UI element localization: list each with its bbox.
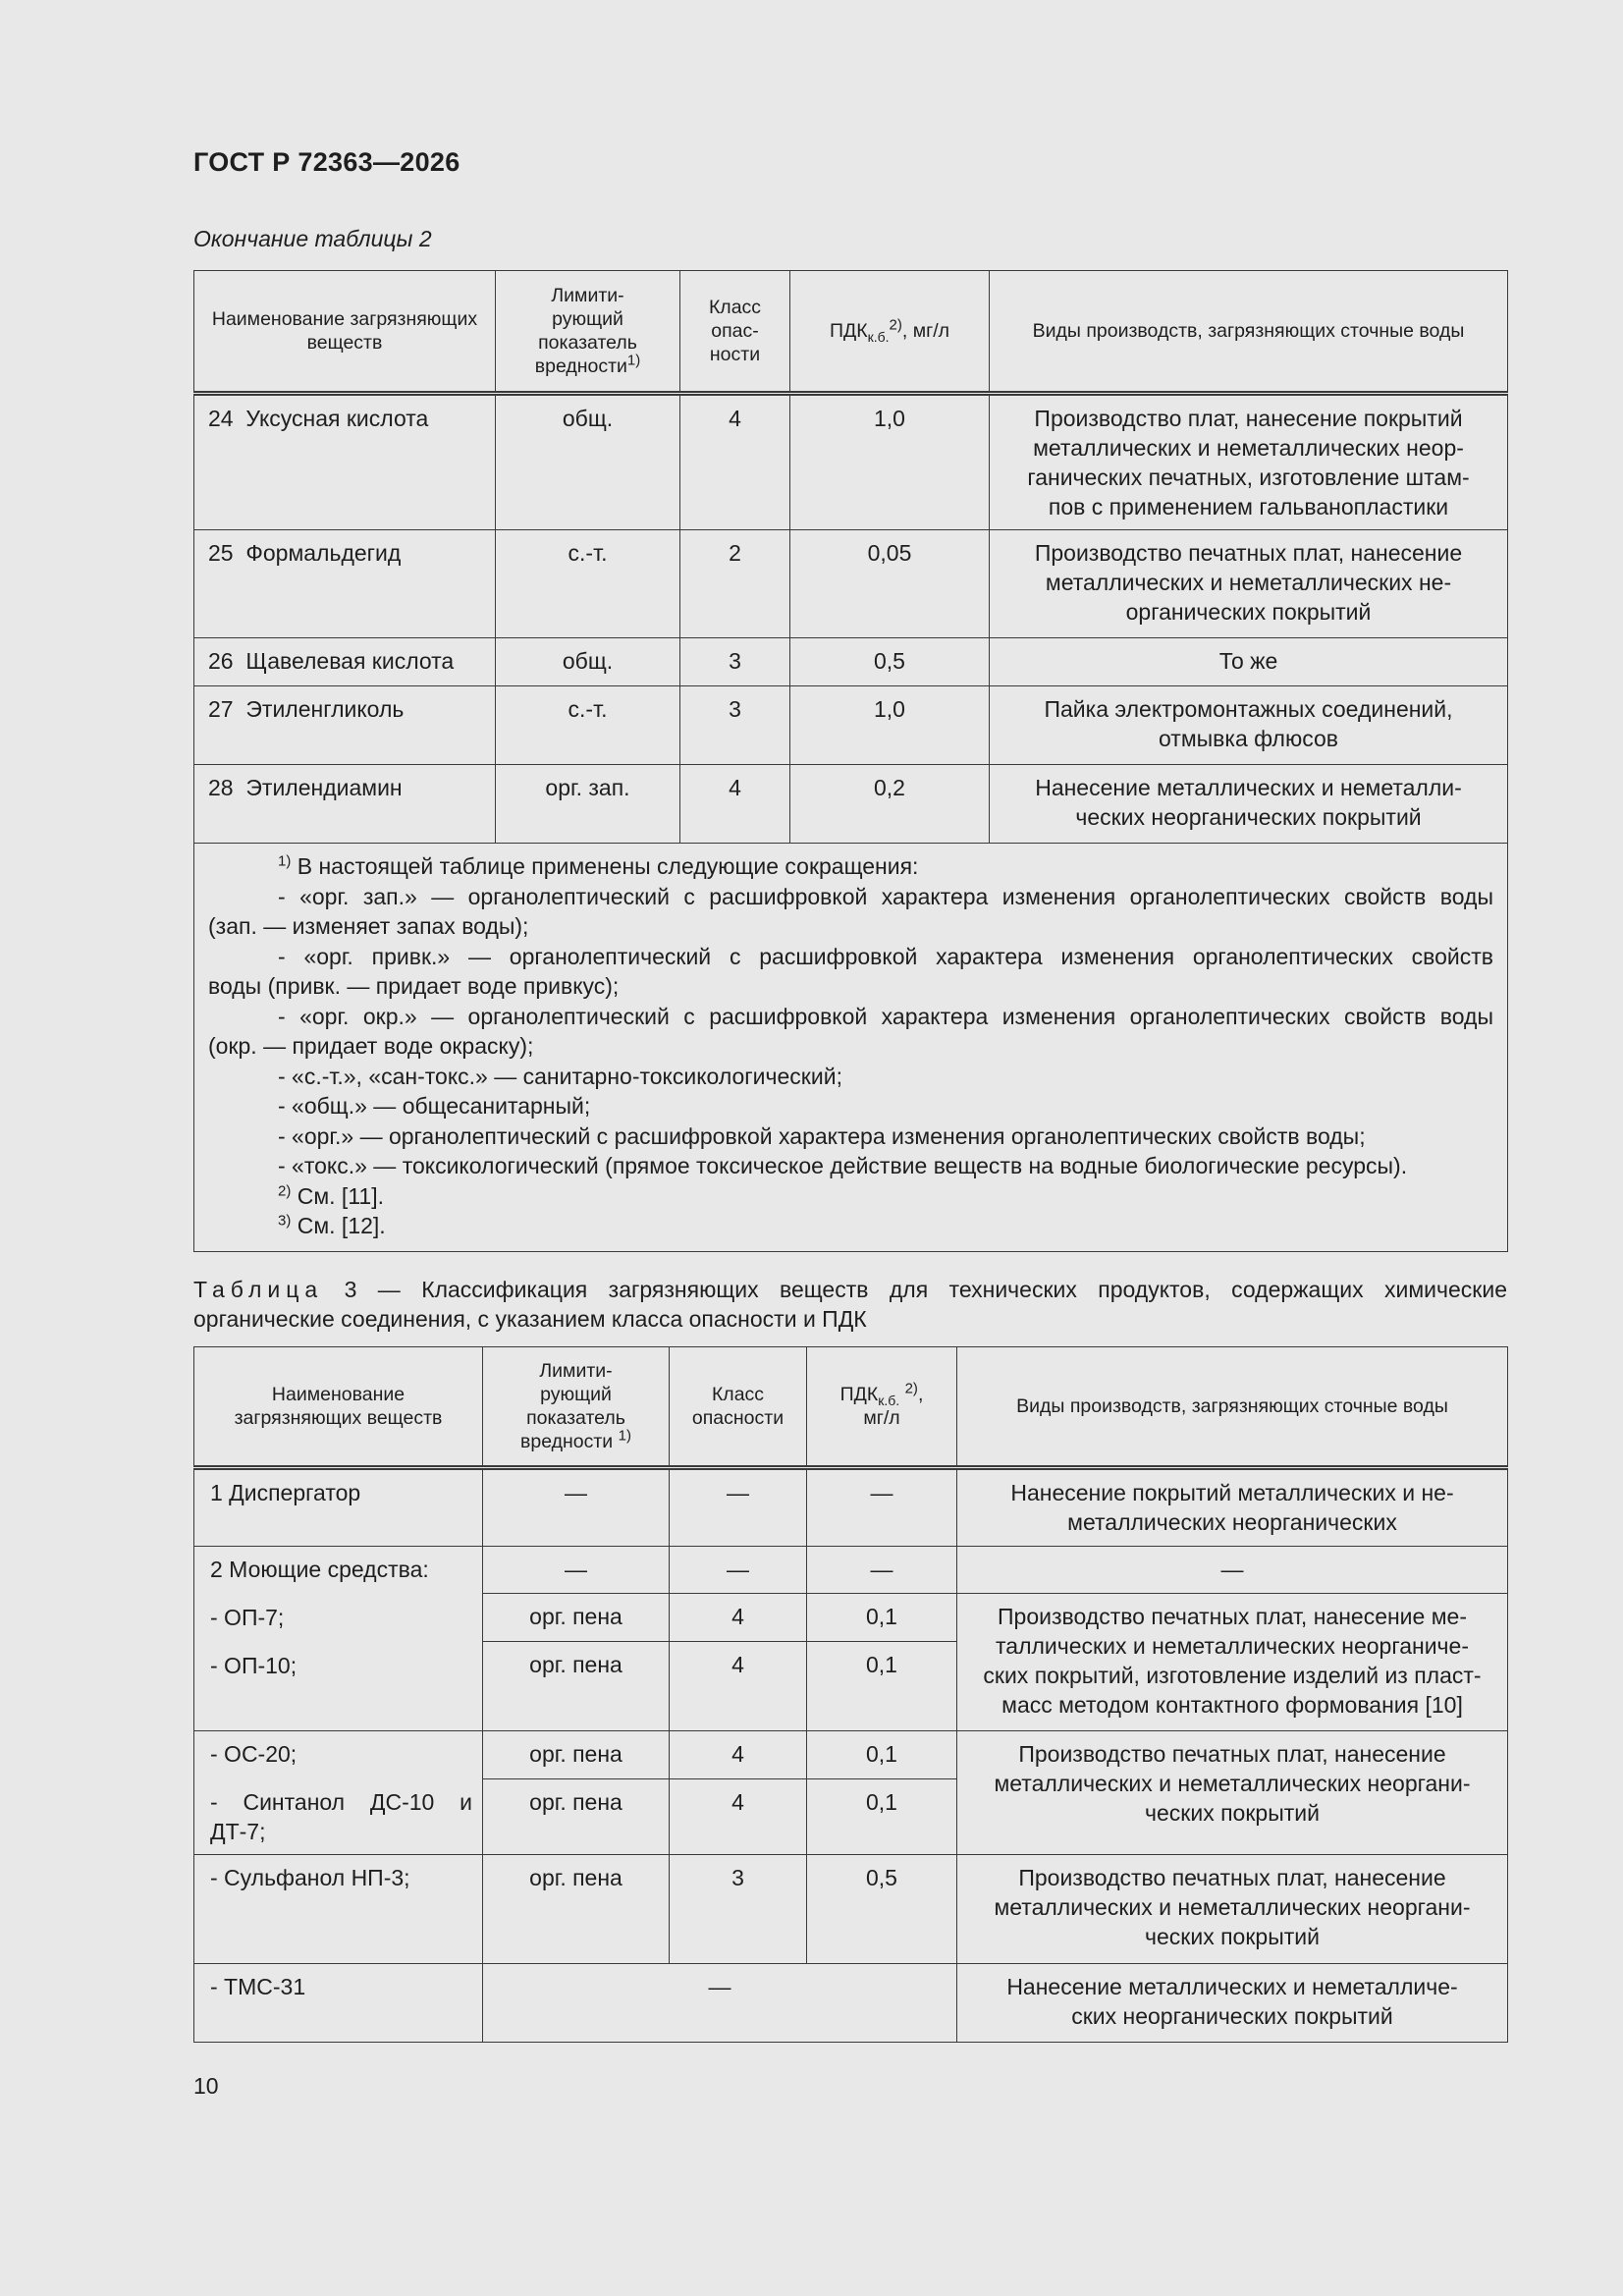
industries: Производство печатных плат, нанесение металлических и неметаллических неоргани- ческих покрытий — [957, 1855, 1508, 1964]
substance-name: 26 Щавелевая кислота — [194, 638, 496, 686]
merged-values: — — [483, 1964, 957, 2043]
table-row — [194, 686, 1508, 765]
table-3-header-row — [194, 1347, 1508, 1468]
substance-name: - ОС-20; - Синтанол ДС-10 и ДТ-7; — [194, 1731, 483, 1855]
industries: Пайка электромонтажных соединений, отмывка флюсов — [990, 686, 1508, 765]
table-row — [194, 1855, 1508, 1964]
pdk-value: 0,1 — [807, 1731, 957, 1779]
pdk-value: 0,1 — [807, 1779, 957, 1855]
limiting-indicator: — — [483, 1547, 670, 1594]
table-3-caption: Таблица 3 — Классификация загрязняющих веществ для технических продуктов, содержащих химические органические соединения, с указанием класса опасности и ПДК — [193, 1277, 1507, 1332]
header-industries: Виды производств, загрязняющих сточные воды — [990, 271, 1508, 394]
note-abbrev: - «орг. окр.» — органолептический с расшифровкой характера изменения органолептических свойств воды — [278, 1003, 1493, 1029]
table-continuation-label: Окончание таблицы 2 — [193, 226, 432, 251]
table-3 — [193, 1346, 1508, 2043]
note-2: $^{2)}$ См. [11]. — [278, 1181, 384, 1209]
pdk-value: 0,1 — [807, 1642, 957, 1731]
hazard-class: 4 — [680, 394, 790, 530]
table-row — [194, 765, 1508, 844]
table-row — [194, 394, 1508, 530]
pdk-value: — — [807, 1547, 957, 1594]
header-hazard-class: Класс опасности — [670, 1347, 807, 1468]
table-row — [194, 1964, 1508, 2043]
substance-name: 2 Моющие средства: - ОП-7; - ОП-10; — [194, 1547, 483, 1731]
note-abbrev-cont: (окр. — придает воде окраску); — [208, 1033, 534, 1059]
table-2-header-row — [194, 271, 1508, 394]
pdk-value: 1,0 — [790, 394, 990, 530]
header-industries: Виды производств, загрязняющих сточные воды — [957, 1347, 1508, 1468]
limiting-indicator: общ. — [496, 394, 680, 530]
note-1: $^{1)}$ В настоящей таблице применены следующие сокращения: — [278, 852, 919, 879]
hazard-class: 4 — [670, 1594, 807, 1642]
note-abbrev: - «орг. зап.» — органолептический с расшифровкой характера изменения органолептических свойств воды — [278, 883, 1493, 909]
page-number: 10 — [193, 2073, 219, 2099]
industries: Производство плат, нанесение покрытий металлических и неметаллических неор- ганических печатных, изготовление штам- пов с применением гальванопластики — [990, 394, 1508, 530]
limiting-indicator: орг. пена — [483, 1779, 670, 1855]
table-row — [194, 1468, 1508, 1547]
limiting-indicator: с.-т. — [496, 530, 680, 638]
limiting-indicator: общ. — [496, 638, 680, 686]
industries: То же — [990, 638, 1508, 686]
limiting-indicator: орг. пена — [483, 1594, 670, 1642]
table-2 — [193, 270, 1508, 1252]
note-abbrev-cont: воды (привк. — придает воде привкус); — [208, 973, 620, 999]
industries: Нанесение металлических и неметалличе- ских неорганических покрытий — [957, 1964, 1508, 2043]
table-row — [194, 638, 1508, 686]
header-pdk: $ПДК_{к.б.}$ $^{2)}$, мг/л — [807, 1347, 957, 1468]
hazard-class: — — [670, 1547, 807, 1594]
header-substance-name: Наименование загрязняющих веществ — [194, 1347, 483, 1468]
table-row — [194, 1547, 1508, 1594]
note-3: $^{3)}$ См. [12]. — [278, 1212, 386, 1238]
hazard-class: — — [670, 1468, 807, 1547]
industries: Производство печатных плат, нанесение металлических и неметаллических не- органических покрытий — [990, 530, 1508, 638]
table-row — [194, 530, 1508, 638]
pdk-value: 0,5 — [790, 638, 990, 686]
table-notes — [194, 844, 1508, 1252]
limiting-indicator: орг. пена — [483, 1731, 670, 1779]
header-limiting-indicator: Лимити- рующий показатель вредности$^{1)}$ — [496, 271, 680, 394]
substance-name: 28 Этилендиамин — [194, 765, 496, 844]
limiting-indicator: с.-т. — [496, 686, 680, 765]
pdk-value: 1,0 — [790, 686, 990, 765]
substance-name: - Сульфанол НП-3; — [194, 1855, 483, 1964]
industries: Нанесение покрытий металлических и не- металлических неорганических — [957, 1468, 1508, 1547]
note-abbrev: - «общ.» — общесанитарный; — [278, 1093, 591, 1119]
industries: Производство печатных плат, нанесение металлических и неметаллических неоргани- ческих покрытий — [957, 1731, 1508, 1855]
pdk-value: 0,1 — [807, 1594, 957, 1642]
substance-name: 25 Формальдегид — [194, 530, 496, 638]
header-pdk: $ПДК_{к.б.}^{2)}$, мг/л — [790, 271, 990, 394]
industries: Производство печатных плат, нанесение ме- таллических и неметаллических неорганиче- ских покрытий, изготовление изделий из пласт- масс методом контактного формования [10] — [957, 1594, 1508, 1731]
limiting-indicator: орг. зап. — [496, 765, 680, 844]
header-hazard-class: Класс опас- ности — [680, 271, 790, 394]
note-abbrev: - «орг.» — органолептический с расшифровкой характера изменения органолептических свойств воды; — [278, 1122, 1366, 1149]
industries: — — [957, 1547, 1508, 1594]
standard-title: ГОСТ Р 72363—2026 — [193, 147, 460, 177]
hazard-class: 3 — [680, 686, 790, 765]
industries: Нанесение металлических и неметалли- ческих неорганических покрытий — [990, 765, 1508, 844]
substance-name: 27 Этиленгликоль — [194, 686, 496, 765]
header-substance-name: Наименование загрязняющих веществ — [194, 271, 496, 394]
substance-name: - ТМС-31 — [194, 1964, 483, 2043]
pdk-value: 0,2 — [790, 765, 990, 844]
table-row — [194, 1731, 1508, 1779]
pdk-value: 0,5 — [807, 1855, 957, 1964]
pdk-value: 0,05 — [790, 530, 990, 638]
pdk-value: — — [807, 1468, 957, 1547]
limiting-indicator: — — [483, 1468, 670, 1547]
limiting-indicator: орг. пена — [483, 1855, 670, 1964]
hazard-class: 4 — [670, 1731, 807, 1779]
substance-name: 24 Уксусная кислота — [194, 394, 496, 530]
substance-name: 1 Диспергатор — [194, 1468, 483, 1547]
note-abbrev: - «токс.» — токсикологический (прямое токсическое действие веществ на водные биологические ресурсы). — [278, 1153, 1408, 1178]
hazard-class: 3 — [680, 638, 790, 686]
note-abbrev: - «с.-т.», «сан-токс.» — санитарно-токсикологический; — [278, 1063, 842, 1089]
hazard-class: 4 — [670, 1642, 807, 1731]
header-limiting-indicator: Лимити- рующий показатель вредности $^{1)}$ — [483, 1347, 670, 1468]
hazard-class: 4 — [670, 1779, 807, 1855]
hazard-class: 4 — [680, 765, 790, 844]
limiting-indicator: орг. пена — [483, 1642, 670, 1731]
note-abbrev: - «орг. привк.» — органолептический с расшифровкой характера изменения органолептических свойств — [278, 943, 1493, 969]
hazard-class: 3 — [670, 1855, 807, 1964]
note-abbrev-cont: (зап. — изменяет запах воды); — [208, 913, 529, 939]
hazard-class: 2 — [680, 530, 790, 638]
table-notes-row — [194, 844, 1508, 1252]
